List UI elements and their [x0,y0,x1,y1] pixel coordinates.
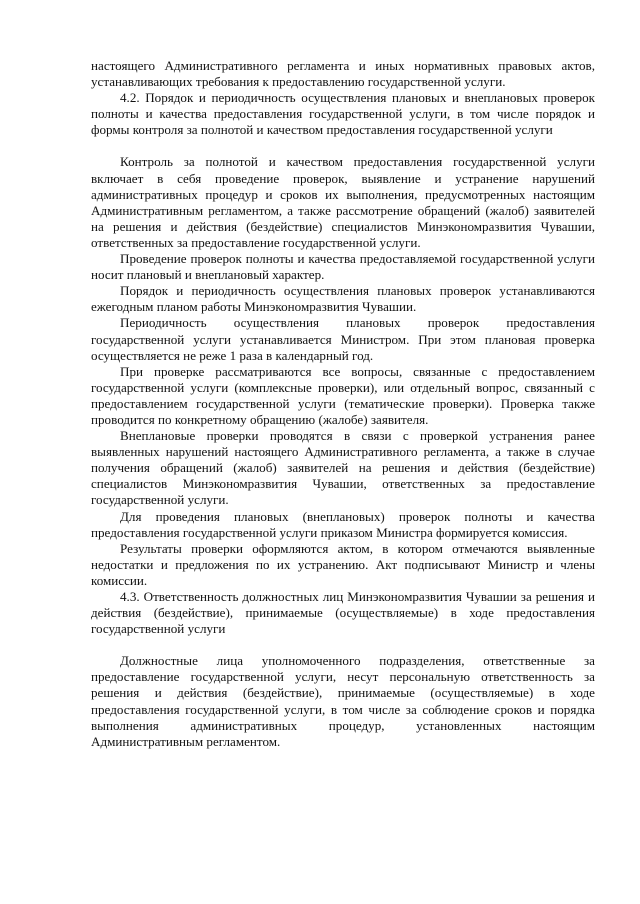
section-heading-4-3: 4.3. Ответственность должностных лиц Минэкономразвития Чувашии за решения и действия (бездействие), принимаемые (осуществляемые) в ходе предоставления государственной услуги [91,589,595,637]
paragraph-unscheduled-inspections: Внеплановые проверки проводятся в связи с проверкой устранения ранее выявленных нарушений настоящего Административного регламента, а также в случае получения обращений (жалоб) заявителей на решения и действия (бездействие) специалистов Минэкономразвития Чувашии, ответственных за предоставление государственной услуги. [91,428,595,508]
paragraph-inspection-questions: При проверке рассматриваются все вопросы, связанные с предоставлением государственной услуги (комплексные проверки), или отдельный вопрос, связанный с предоставлением государственной услуги (тематические проверки). Проверка также проводится по конкретному обращению (жалобе) заявителя. [91,363,595,427]
section-heading-4-2: 4.2. Порядок и периодичность осуществления плановых и внеплановых проверок полноты и качества предоставления государственной услуги, в том числе порядок и формы контроля за полнотой и качеством предоставления государственной услуги [91,90,595,138]
paragraph-inspection-periodicity: Периодичность осуществления плановых проверок предоставления государственной услуги устанавливается Министром. При этом плановая проверка осуществляется не реже 1 раза в календарный год. [91,315,595,363]
paragraph-commission: Для проведения плановых (внеплановых) проверок полноты и качества предоставления государственной услуги приказом Министра формируется комиссия. [91,508,595,540]
paragraph-control-scope: Контроль за полнотой и качеством предоставления государственной услуги включает в себя проведение проверок, выявление и устранение нарушений административных процедур и сроков их выполнения, предусмотренных настоящим Административным регламентом, а также рассмотрение обращений (жалоб) заявителей на решения и действия (бездействие) специалистов Минэкономразвития Чувашии, ответственных за предоставление государственной услуги. [91,154,595,250]
paragraph-continuation: настоящего Административного регламента и иных нормативных правовых актов, устанавливающих требования к предоставлению государственной услуги. [91,58,595,90]
paragraph-inspection-order: Порядок и периодичность осуществления плановых проверок устанавливаются ежегодным планом работы Минэкономразвития Чувашии. [91,283,595,315]
paragraph-inspection-character: Проведение проверок полноты и качества предоставляемой государственной услуги носит плановый и внеплановый характер. [91,251,595,283]
paragraph-inspection-results: Результаты проверки оформляются актом, в котором отмечаются выявленные недостатки и предложения по их устранению. Акт подписывают Министр и члены комиссии. [91,540,595,588]
document-page [91,58,595,750]
paragraph-officials-responsibility: Должностные лица уполномоченного подразделения, ответственные за предоставление государственной услуги, несут персональную ответственность за решения и действия (бездействие), принимаемые (осуществляемые) в ходе предоставления государственной услуги, в том числе за соблюдение сроков и порядка выполнения административных процедур, установленных настоящим Административным регламентом. [91,653,595,749]
